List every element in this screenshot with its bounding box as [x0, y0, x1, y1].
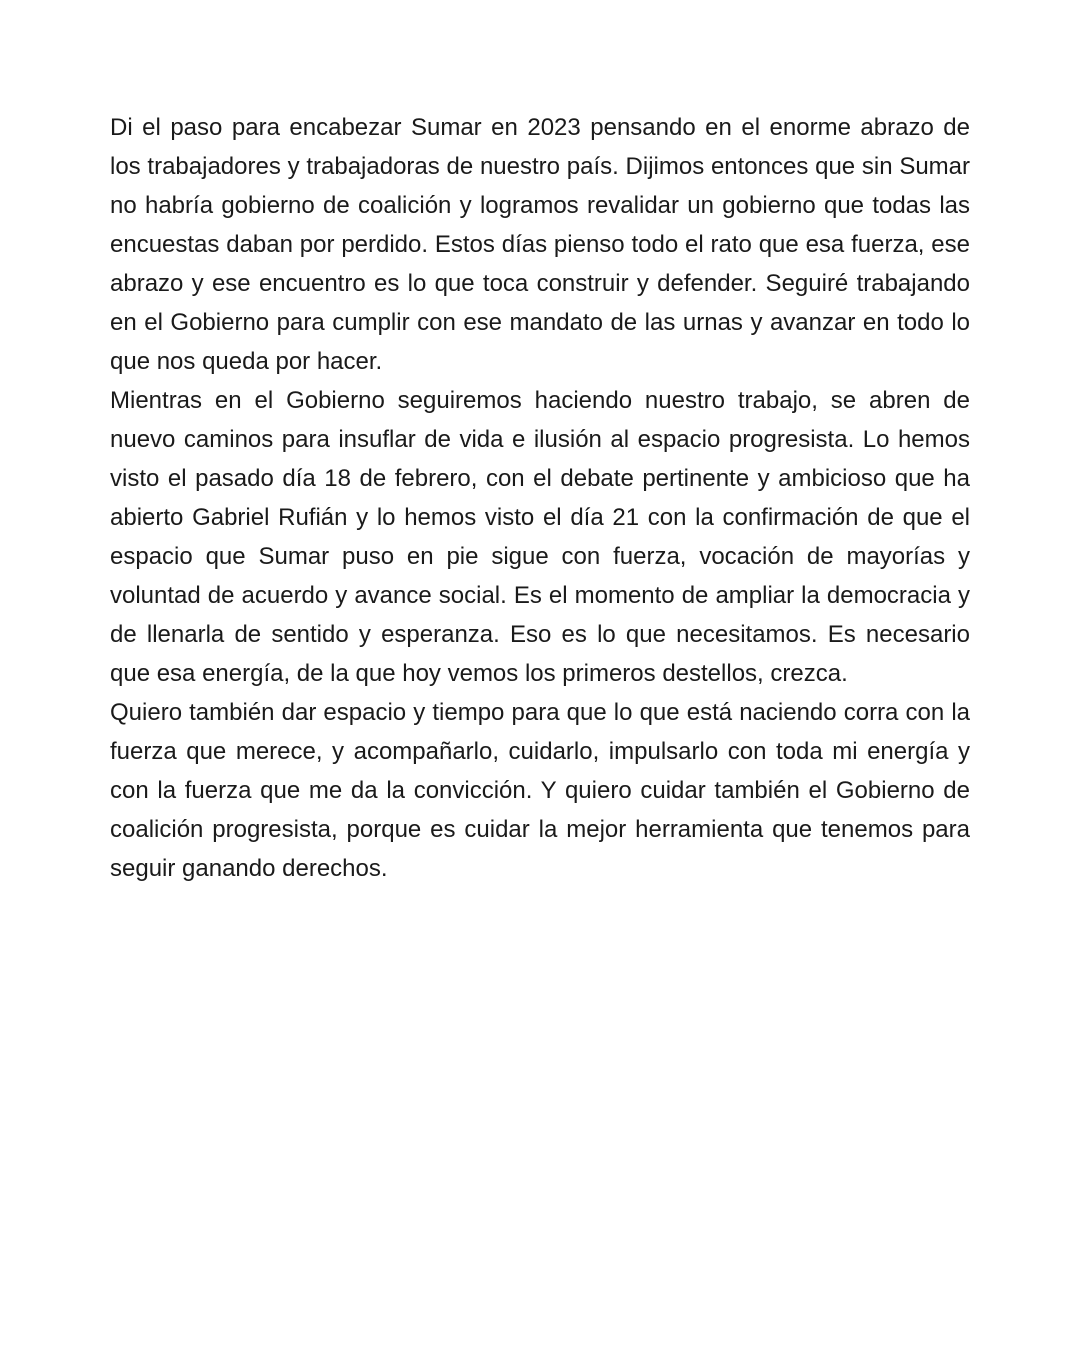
- paragraph-3: Quiero también dar espacio y tiempo para que lo que está naciendo corra con la fuerza que merece, y acompañarlo, cuidarlo, impulsarlo con toda mi energía y con la fuerza que me da la convicción. Y quiero cuidar también el Gobierno de coalición progresista, porque es cuidar la mejor herramienta que tenemos para seguir ganando derechos.: [110, 699, 970, 882]
- paragraph-1: Di el paso para encabezar Sumar en 2023 pensando en el enorme abrazo de los trabajadores y trabajadoras de nuestro país. Dijimos entonces que sin Sumar no habría gobierno de coalición y logramos revalidar un gobierno que todas las encuestas daban por perdido. Estos días pienso todo el rato que esa fuerza, ese abrazo y ese encuentro es lo que toca construir y defender. Seguiré trabajando en el Gobierno para cumplir con ese mandato de las urnas y avanzar en todo lo que nos queda por hacer.: [110, 114, 970, 375]
- text-block: [110, 108, 970, 888]
- paragraph-2: Mientras en el Gobierno seguiremos haciendo nuestro trabajo, se abren de nuevo caminos para insuflar de vida e ilusión al espacio progresista. Lo hemos visto el pasado día 18 de febrero, con el debate pertinente y ambicioso que ha abierto Gabriel Rufián y lo hemos visto el día 21 con la confirmación de que el espacio que Sumar puso en pie sigue con fuerza, vocación de mayorías y voluntad de acuerdo y avance social. Es el momento de ampliar la democracia y de llenarla de sentido y esperanza. Eso es lo que necesitamos. Es necesario que esa energía, de la que hoy vemos los primeros destellos, crezca.: [110, 387, 970, 687]
